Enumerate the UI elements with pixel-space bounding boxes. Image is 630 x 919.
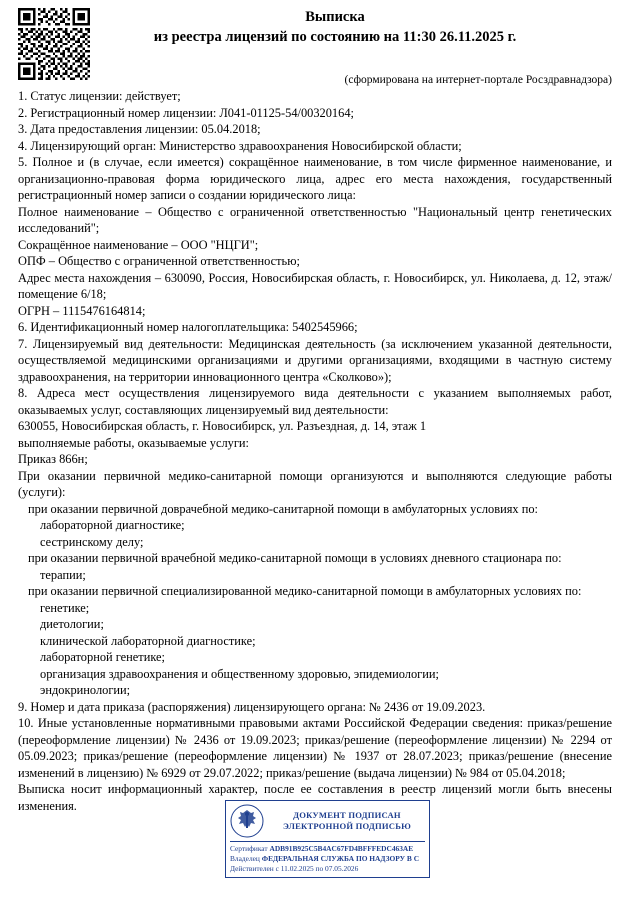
service-item: эндокринологии; (40, 683, 131, 697)
certificate-value: ADB91B925C5B4AC67FD4BFFFEDC463AE (269, 844, 414, 853)
service-item: терапии; (40, 567, 86, 582)
certificate-label: Сертификат (230, 844, 268, 853)
owner-value: ФЕДЕРАЛЬНАЯ СЛУЖБА ПО НАДЗОРУ В С (261, 853, 420, 863)
service-item: генетике; (40, 600, 90, 615)
status-line: 1. Статус лицензии: действует; (18, 89, 181, 103)
stamp-heading-row (230, 804, 425, 840)
licensing-authority-line: 4. Лицензирующий орган: Министерство здравоохранения Новосибирской области; (18, 138, 462, 153)
address-line: Адрес места нахождения – 630090, Россия, Новосибирская область, г. Новосибирск, ул. Николаева, д. 12, этаж/помещение 6/18; (18, 270, 612, 301)
service-item: лабораторной диагностике; (40, 518, 185, 532)
informational-notice: Выписка носит информационный характер, после ее составления в реестр лицензий могли быть внесены изменения. (18, 782, 612, 813)
stamp-heading (269, 810, 425, 831)
russian-coat-of-arms-icon (230, 804, 264, 838)
service-group: при оказании первичной врачебной медико-санитарной помощи в условиях дневного стационара по: (28, 551, 562, 565)
short-name-line: Сокращённое наименование – ООО "НЦГИ"; (18, 237, 259, 252)
ogrn-line: ОГРН – 1115476164814; (18, 303, 146, 318)
stamp-certificate (230, 844, 425, 854)
service-item: диетологии; (40, 617, 104, 631)
registration-number-line: 2. Регистрационный номер лицензии: Л041-01125-54/00320164; (18, 105, 354, 120)
service-group: при оказании первичной доврачебной медико-санитарной помощи в амбулаторных условиях по: (28, 501, 538, 516)
service-item: сестринскому делу; (40, 534, 144, 549)
inn-line: 6. Идентификационный номер налогоплательщика: 5402545966; (18, 320, 358, 334)
title-line-2: из реестра лицензий по состоянию на 11:30 26.11.2025 г. (153, 28, 517, 45)
service-item: клинической лабораторной диагностике; (40, 633, 256, 648)
document-title (18, 8, 612, 47)
primary-care-intro: При оказании первичной медико-санитарной помощи организуются и выполняются следующие работы (услуги): (18, 468, 612, 499)
activity-type-line: 7. Лицензируемый вид деятельности: Медицинская деятельность (за исключением указанной деятельности, осуществляемой медицинскими организациями и другими организациями, входящими в частную систему здравоохранения, на территории инновационного центра «Сколково»); (18, 336, 612, 384)
qr-code-icon (18, 8, 90, 80)
works-services-label: выполняемые работы, оказываемые услуги: (18, 435, 250, 450)
stamp-owner (230, 854, 425, 864)
electronic-signature-stamp (225, 800, 430, 878)
legal-form-line: ОПФ – Общество с ограниченной ответственностью; (18, 254, 300, 268)
license-date-line: 3. Дата предоставления лицензии: 05.04.2018; (18, 122, 261, 136)
owner-label: Владелец (230, 853, 260, 863)
service-group: при оказании первичной специализированной медико-санитарной помощи в амбулаторных условиях по: (28, 584, 582, 598)
service-item: лабораторной генетике; (40, 650, 166, 664)
portal-note: (сформирована на интернет-портале Росздравнадзора) (344, 74, 612, 86)
activity-addresses-intro: 8. Адреса мест осуществления лицензируемого вида деятельности с указанием выполняемых работ, оказываемых услуг, составляющих лицензируемый вид деятельности: (18, 386, 612, 417)
stamp-heading-line-2: ЭЛЕКТРОННОЙ ПОДПИСЬЮ (283, 821, 411, 831)
entity-names-intro: 5. Полное и (в случае, если имеется) сокращённое наименование, в том числе фирменное наименование, и организационно-правовая форма юридического лица, адрес его места нахождения, государственный регистрационный номер записи о создании юридического лица: (18, 155, 612, 202)
document-body (18, 88, 612, 814)
stamp-divider (230, 841, 425, 842)
full-name-line: Полное наименование – Общество с ограниченной ответственностью "Национальный центр генетических исследований"; (18, 204, 612, 235)
document-header (18, 8, 612, 68)
activity-address: 630055, Новосибирская область, г. Новосибирск, ул. Разъездная, д. 14, этаж 1 (18, 419, 427, 433)
order-reference: Приказ 866н; (18, 452, 88, 466)
title-line-1: Выписка (305, 9, 365, 25)
order-number-date-line: 9. Номер и дата приказа (распоряжения) лицензирующего органа: № 2436 от 19.09.2023. (18, 699, 486, 714)
stamp-heading-line-1: ДОКУМЕНТ ПОДПИСАН (293, 810, 401, 821)
service-item: организация здравоохранения и общественному здоровью, эпидемиологии; (40, 666, 439, 681)
other-information-line: 10. Иные установленные нормативными правовыми актами Российской Федерации сведения: приказ/решение (переоформление лицензии) № 2436 от 19.09.2023; приказ/решение (переоформление лицензии) № 2294 от 05.09.2023; приказ/решение (переоформление лицензии) № 1937 от 28.07.2023; приказ/решение (внесение изменений в лицензию) № 6929 от 29.07.2022; приказ/решение (выдача лицензии) № 984 от 05.04.2018; (18, 716, 612, 780)
stamp-validity: Действителен с 11.02.2025 по 07.05.2026 (230, 863, 359, 873)
